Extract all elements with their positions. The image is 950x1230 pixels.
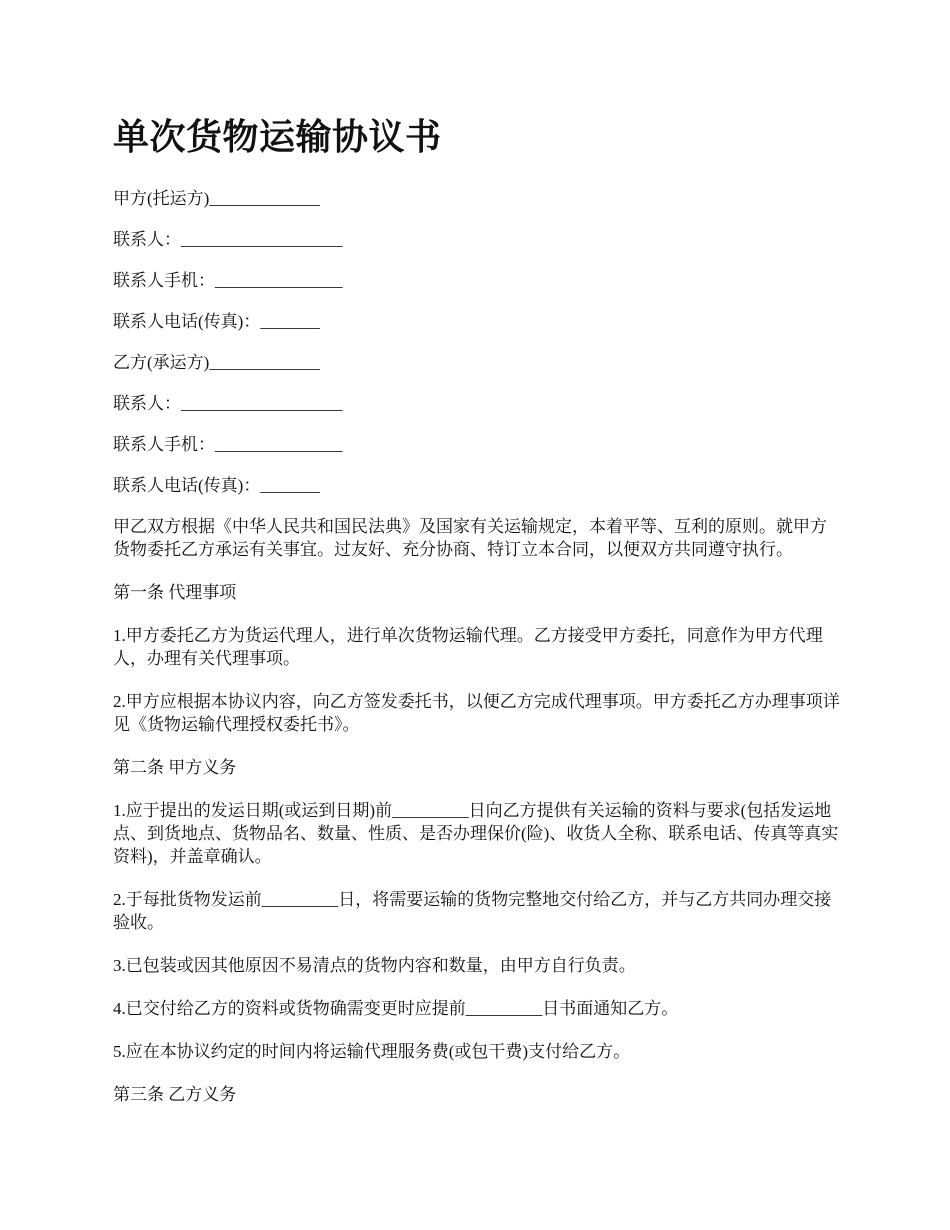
- article2-item-3: 3.已包装或因其他原因不易清点的货物内容和数量，由甲方自行负责。: [113, 956, 636, 975]
- article2-item-2: 2.于每批货物发运前_________日，将需要运输的货物完整地交付给乙方，并与乙方共同办理交接验收。: [113, 890, 832, 932]
- article2-item-4: 4.已交付给乙方的资料或货物确需变更时应提前_________日书面通知乙方。: [113, 999, 679, 1018]
- article2-item-1: 1.应于提出的发运日期(或运到日期)前_________日向乙方提供有关运输的资料与要求(包括发运地点、到货地点、货物品名、数量、性质、是否办理保价(险)、收货人全称、联系电话、传真等真实资料)，并盖章确认。: [113, 801, 839, 866]
- article1-item-1: 1.甲方委托乙方为货运代理人，进行单次货物运输代理。乙方接受甲方委托，同意作为甲方代理人，办理有关代理事项。: [113, 626, 823, 668]
- party-b-name-line: 乙方(承运方)_____________: [113, 353, 320, 372]
- article3-heading: 第三条 乙方义务: [113, 1085, 237, 1104]
- article1-heading: 第一条 代理事项: [113, 583, 237, 602]
- party-a-phone-line: 联系人电话(传真)：_______: [113, 312, 320, 331]
- party-a-name-line: 甲方(托运方)_____________: [113, 189, 320, 208]
- article2-heading: 第二条 甲方义务: [113, 758, 237, 777]
- document-title: 单次货物运输协议书: [113, 117, 442, 157]
- article2-item-5: 5.应在本协议约定的时间内将运输代理服务费(或包干费)支付给乙方。: [113, 1042, 631, 1061]
- article1-item-2: 2.甲方应根据本协议内容，向乙方签发委托书，以便乙方完成代理事项。甲方委托乙方办理事项详见《货物运输代理授权委托书》。: [113, 692, 840, 734]
- party-a-contact-line: 联系人：___________________: [113, 230, 343, 249]
- party-b-contact-line: 联系人：___________________: [113, 394, 343, 413]
- party-b-phone-line: 联系人电话(传真)：_______: [113, 476, 320, 495]
- party-a-mobile-line: 联系人手机：_______________: [113, 271, 343, 290]
- preamble-paragraph: 甲乙双方根据《中华人民共和国民法典》及国家有关运输规定，本着平等、互利的原则。就甲方货物委托乙方承运有关事宜。过友好、充分协商、特订立本合同，以便双方共同遵守执行。: [113, 517, 827, 559]
- document-page: [113, 112, 843, 1126]
- party-b-mobile-line: 联系人手机：_______________: [113, 435, 343, 454]
